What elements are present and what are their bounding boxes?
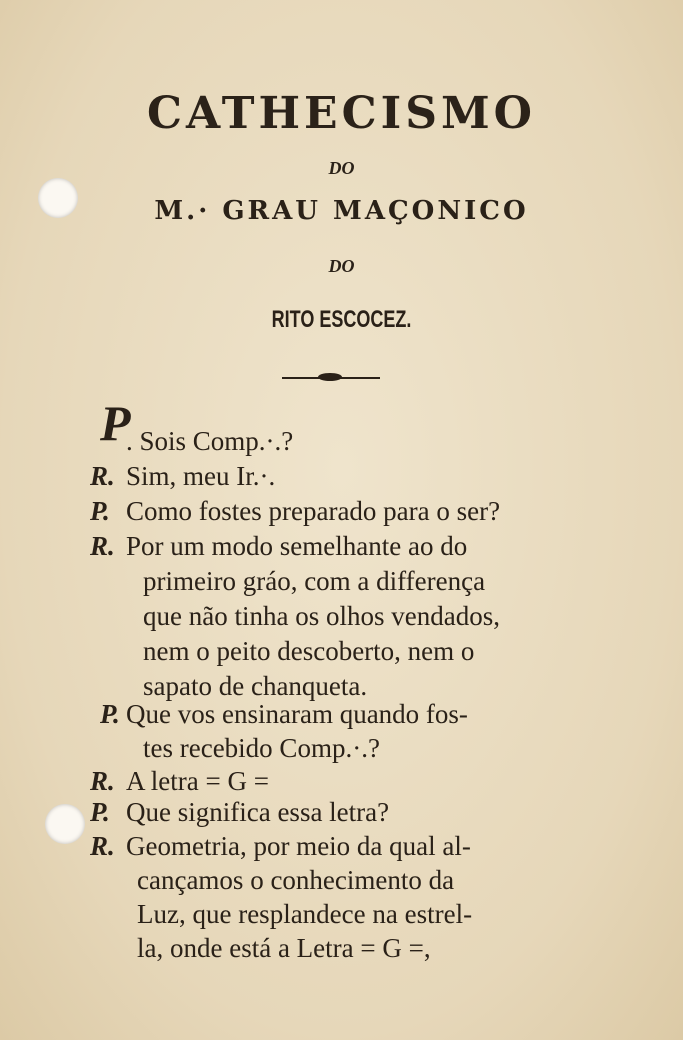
dialogue-line: Que significa essa letra? <box>126 797 390 827</box>
dialogue-line: nem o peito descoberto, nem o <box>143 636 475 666</box>
dialogue-line: Sim, meu Ir.·. <box>126 461 276 491</box>
speaker-label: R. <box>90 531 115 561</box>
dialogue-line: que não tinha os olhos vendados, <box>143 601 500 631</box>
speaker-label: P. <box>100 699 120 729</box>
dialogue-line: A letra = G = <box>126 766 269 796</box>
speaker-label: R. <box>90 831 115 861</box>
punch-hole-bottom <box>45 804 85 844</box>
dialogue-line: la, onde está a Letra = G =, <box>137 933 431 963</box>
dialogue-line: cançamos o conhecimento da <box>137 865 455 895</box>
dialogue-line: Que vos ensinaram quando fos- <box>126 699 468 729</box>
dialogue-line: . Sois Comp.·.? <box>126 426 294 456</box>
dialogue-line: sapato de chanqueta. <box>143 671 368 701</box>
dialogue-line: primeiro gráo, com a differença <box>143 566 486 596</box>
speaker-initial: P <box>100 395 131 451</box>
speaker-label: R. <box>90 766 115 796</box>
dialogue-line: Luz, que resplandece na estrel- <box>137 899 473 929</box>
speaker-label: P. <box>90 496 110 526</box>
dialogue-line: Geometria, por meio da qual al- <box>126 831 471 861</box>
page-title: CATHECISMO <box>146 88 536 139</box>
speaker-label: P. <box>90 797 110 827</box>
connector-do-2: DO <box>328 256 355 276</box>
dialogue-line: Como fostes preparado para o ser? <box>126 496 501 526</box>
page-subtitle: M.· GRAU MAÇONICO <box>154 196 529 226</box>
rite-name: RITO ESCOCEZ. <box>271 306 412 333</box>
speaker-label: R. <box>90 461 115 491</box>
connector-do-1: DO <box>328 158 355 178</box>
dialogue-line: tes recebido Comp.·.? <box>143 733 380 763</box>
dialogue-line: Por um modo semelhante ao do <box>126 531 468 561</box>
ornamental-rule-center <box>318 373 342 381</box>
